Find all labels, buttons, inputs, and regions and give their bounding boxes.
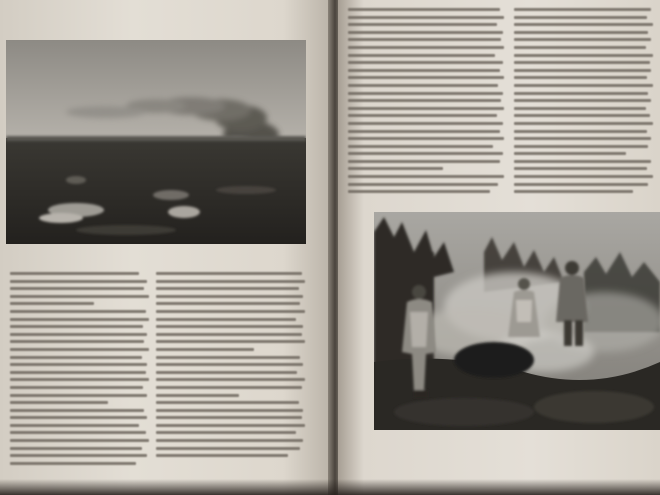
bottom-edge-shadow [0, 479, 660, 495]
left-page-text-column-1 [10, 272, 150, 465]
right-page-text-column-2 [514, 8, 654, 193]
people-by-fire-photo [374, 212, 660, 430]
right-page-text-column-1 [348, 8, 506, 193]
volcano-eruption-photo [6, 40, 306, 244]
left-page-text-column-2 [156, 272, 306, 457]
right-page [338, 0, 660, 495]
